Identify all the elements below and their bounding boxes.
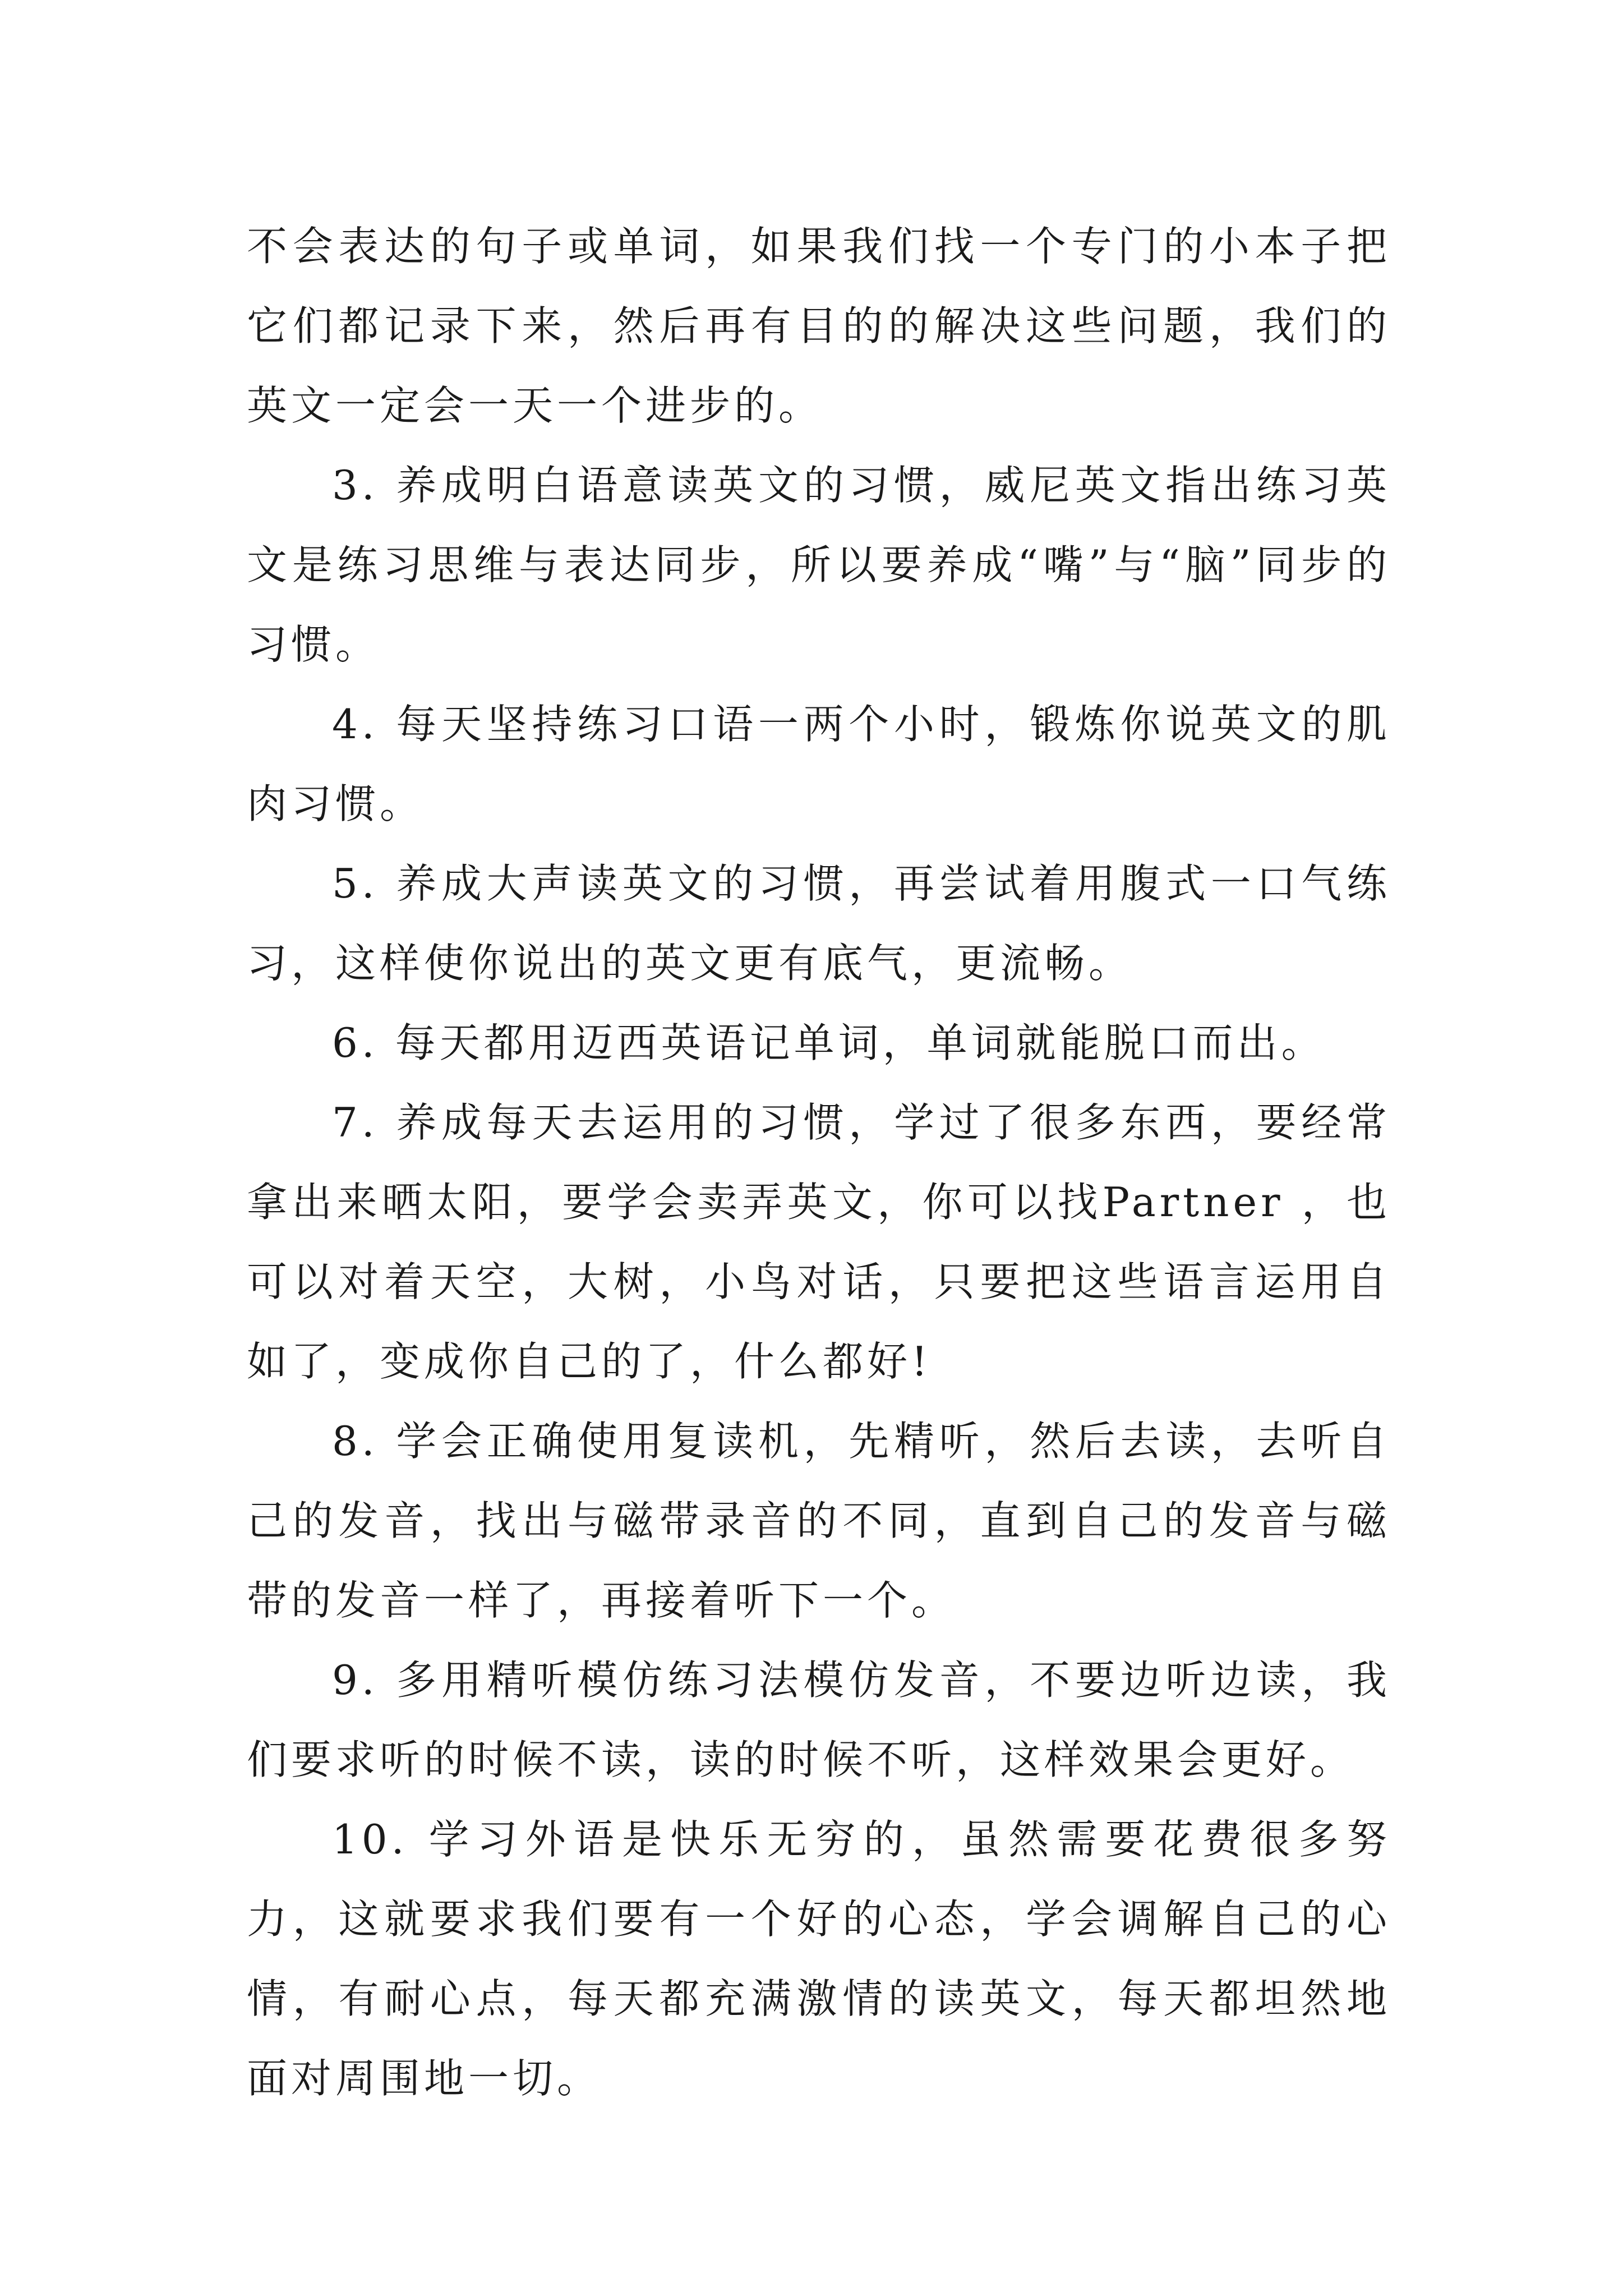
- paragraph-continuation: 不会表达的句子或单词，如果我们找一个专门的小本子把它们都记录下来，然后再有目的的解决这些问题，我们的英文一定会一天一个进步的。: [247, 223, 1391, 429]
- paragraph-item-10: 10. 学习外语是快乐无穷的，虽然需要花费很多努力，这就要求我们要有一个好的心态，学会调解自己的心情，有耐心点，每天都充满激情的读英文，每天都坦然地面对周围地一切。: [247, 1816, 1391, 2102]
- paragraph-item-3: 3. 养成明白语意读英文的习惯，威尼英文指出练习英文是练习思维与表达同步，所以要养成“嘴”与“脑”同步的习惯。: [247, 462, 1391, 668]
- paragraph-item-7: 7. 养成每天去运用的习惯，学过了很多东西，要经常拿出来晒太阳，要学会卖弄英文，你可以找Partner ，也可以对着天空，大树，小鸟对话，只要把这些语言运用自如了，变成你自己的了，什么都好!: [247, 1099, 1391, 1385]
- paragraph-item-6: 6. 每天都用迈西英语记单词，单词就能脱口而出。: [332, 1019, 1326, 1066]
- paragraph-item-8: 8. 学会正确使用复读机，先精听，然后去读，去听自己的发音，找出与磁带录音的不同，直到自己的发音与磁带的发音一样了，再接着听下一个。: [247, 1418, 1391, 1624]
- document-body: [247, 206, 1391, 2118]
- paragraph-item-5: 5. 养成大声读英文的习惯，再尝试着用腹式一口气练习，这样使你说出的英文更有底气，更流畅。: [247, 860, 1391, 987]
- paragraph-item-9: 9. 多用精听模仿练习法模仿发音，不要边听边读，我们要求听的时候不读，读的时候不听，这样效果会更好。: [247, 1657, 1391, 1783]
- paragraph-item-4: 4. 每天坚持练习口语一两个小时，锻炼你说英文的肌肉习惯。: [247, 701, 1391, 827]
